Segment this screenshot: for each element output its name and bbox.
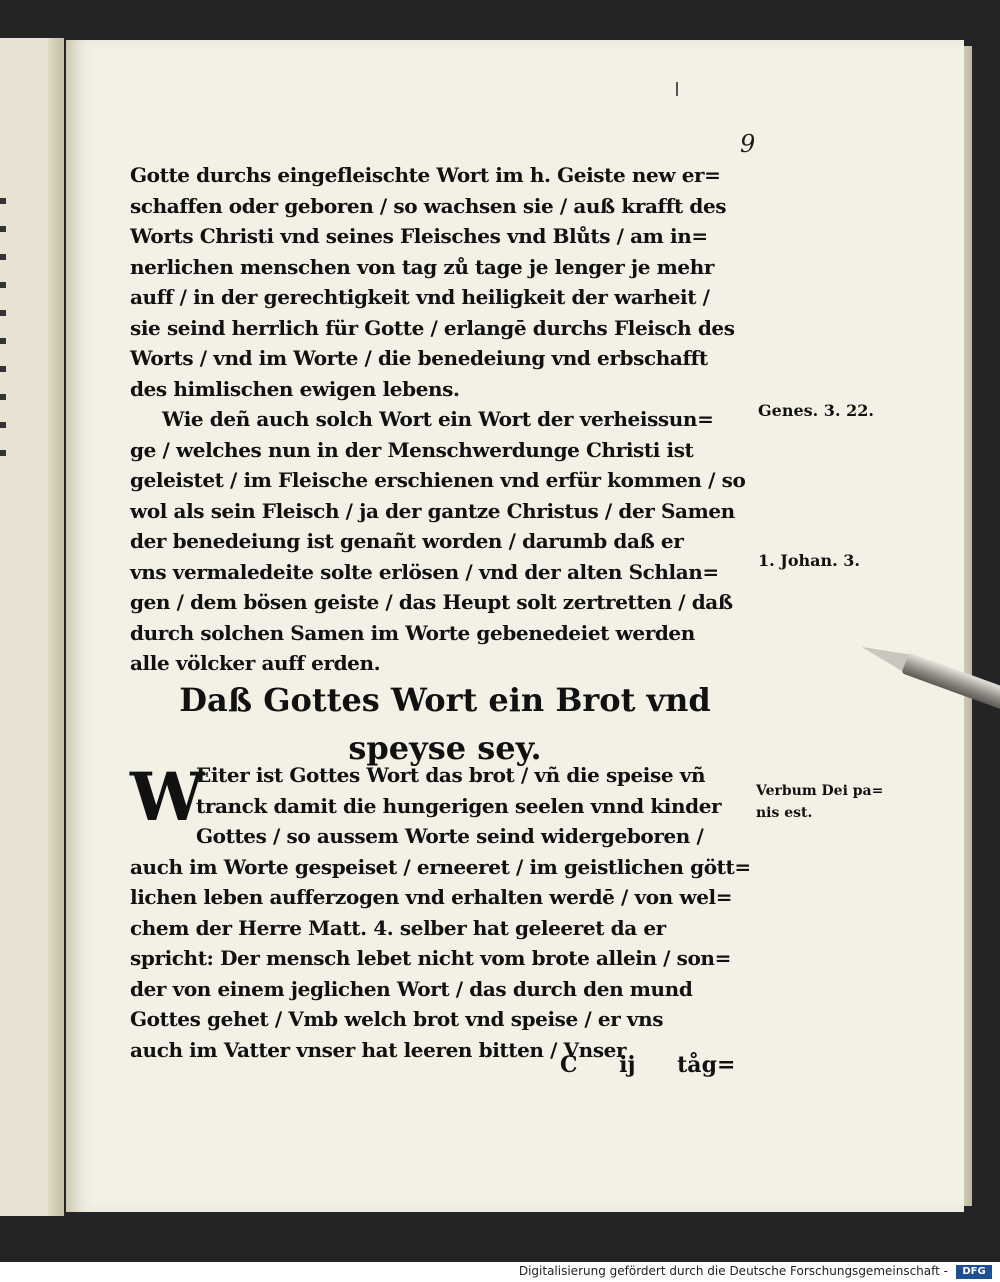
- margin-note-verbum: [756, 780, 883, 824]
- text-line: wol als sein Fleisch / ja der gantze Christus / der Samen: [130, 498, 735, 523]
- margin-note-john: 1. Johan. 3.: [758, 551, 860, 570]
- text-line: Gotte durchs eingefleischte Wort im h. Geiste new er=: [130, 163, 721, 187]
- text-line: ge / welches nun in der Menschwerdunge Christi ist: [130, 437, 694, 462]
- text-line: sie seind herrlich für Gotte / erlangē durchs Fleisch des: [130, 315, 735, 340]
- text-line: gen / dem bösen geiste / das Heupt solt zertretten / daß: [130, 590, 733, 614]
- text-line: durch solchen Samen im Worte gebenedeiet werden: [130, 620, 695, 645]
- margin-note-genesis: Genes. 3. 22.: [758, 401, 874, 420]
- margin-note-line: Verbum Dei pa=: [756, 783, 884, 799]
- text-line: der von einem jeglichen Wort / das durch den mund: [130, 976, 693, 1001]
- paragraph-3: [130, 760, 760, 1065]
- text-line: der benedeiung ist genañt worden / darumb daß er: [130, 529, 684, 553]
- text-line: alle völcker auff erden.: [130, 651, 381, 675]
- section-heading: [130, 676, 760, 772]
- facing-page-edge: [0, 38, 64, 1216]
- text-line: Worts Christi vnd seines Fleisches vnd Blůts / am in=: [130, 224, 708, 248]
- text-line: Gottes gehet / Vmb welch brot vnd speise / er vns: [130, 1007, 664, 1031]
- text-line: spricht: Der mensch lebet nicht vom brote allein / son=: [130, 946, 731, 970]
- drop-cap: W: [130, 758, 205, 836]
- text-line: Worts / vnd im Worte / die benedeiung vnd erbschafft: [130, 346, 708, 370]
- facing-page-marks: [0, 198, 6, 458]
- text-line: nerlichen menschen von tag zů tage je lenger je mehr: [130, 254, 715, 279]
- text-line: auch im Worte gespeiset / erneeret / im geistlichen gött=: [130, 854, 751, 879]
- text-line: Eiter ist Gottes Wort das brot / vñ die speise vñ: [196, 763, 706, 787]
- text-line: des himlischen ewigen lebens.: [130, 376, 460, 401]
- paragraph-1: [130, 160, 760, 679]
- funding-credit: Digitalisierung gefördert durch die Deutsche Forschungsgemeinschaft -: [518, 1264, 948, 1278]
- page-mark: [676, 82, 678, 96]
- text-line: schaffen oder geboren / so wachsen sie / auß krafft des: [130, 193, 727, 218]
- book-gutter: [48, 38, 62, 1216]
- margin-note-line: nis est.: [756, 805, 813, 821]
- text-line: lichen leben aufferzogen vnd erhalten werdē / von wel=: [130, 885, 733, 909]
- text-line: Gottes / so aussem Worte seind widergeboren /: [196, 824, 704, 848]
- text-line: Wie deñ auch solch Wort ein Wort der verheissun=: [162, 407, 714, 431]
- signature-catchword: C ij tåg=: [560, 1052, 736, 1078]
- heading-line: speyse sey.: [348, 729, 542, 767]
- heading-line: Daß Gottes Wort ein Brot vnd: [179, 681, 711, 719]
- text-line: auch im Vatter vnser hat leeren bitten / Vnser: [130, 1037, 627, 1062]
- text-line: chem der Herre Matt. 4. selber hat geleeret da er: [130, 915, 666, 940]
- text-line: auff / in der gerechtigkeit vnd heiligkeit der warheit /: [130, 285, 710, 309]
- text-line: vns vermaledeite solte erlösen / vnd der alten Schlan=: [130, 559, 719, 584]
- text-line: geleistet / im Fleische erschienen vnd erfür kommen / so: [130, 468, 746, 492]
- footer-bar: [0, 1262, 1000, 1282]
- page-number: 9: [740, 130, 756, 158]
- dfg-logo: DFG: [956, 1265, 992, 1279]
- text-line: tranck damit die hungerigen seelen vnnd kinder: [196, 793, 722, 818]
